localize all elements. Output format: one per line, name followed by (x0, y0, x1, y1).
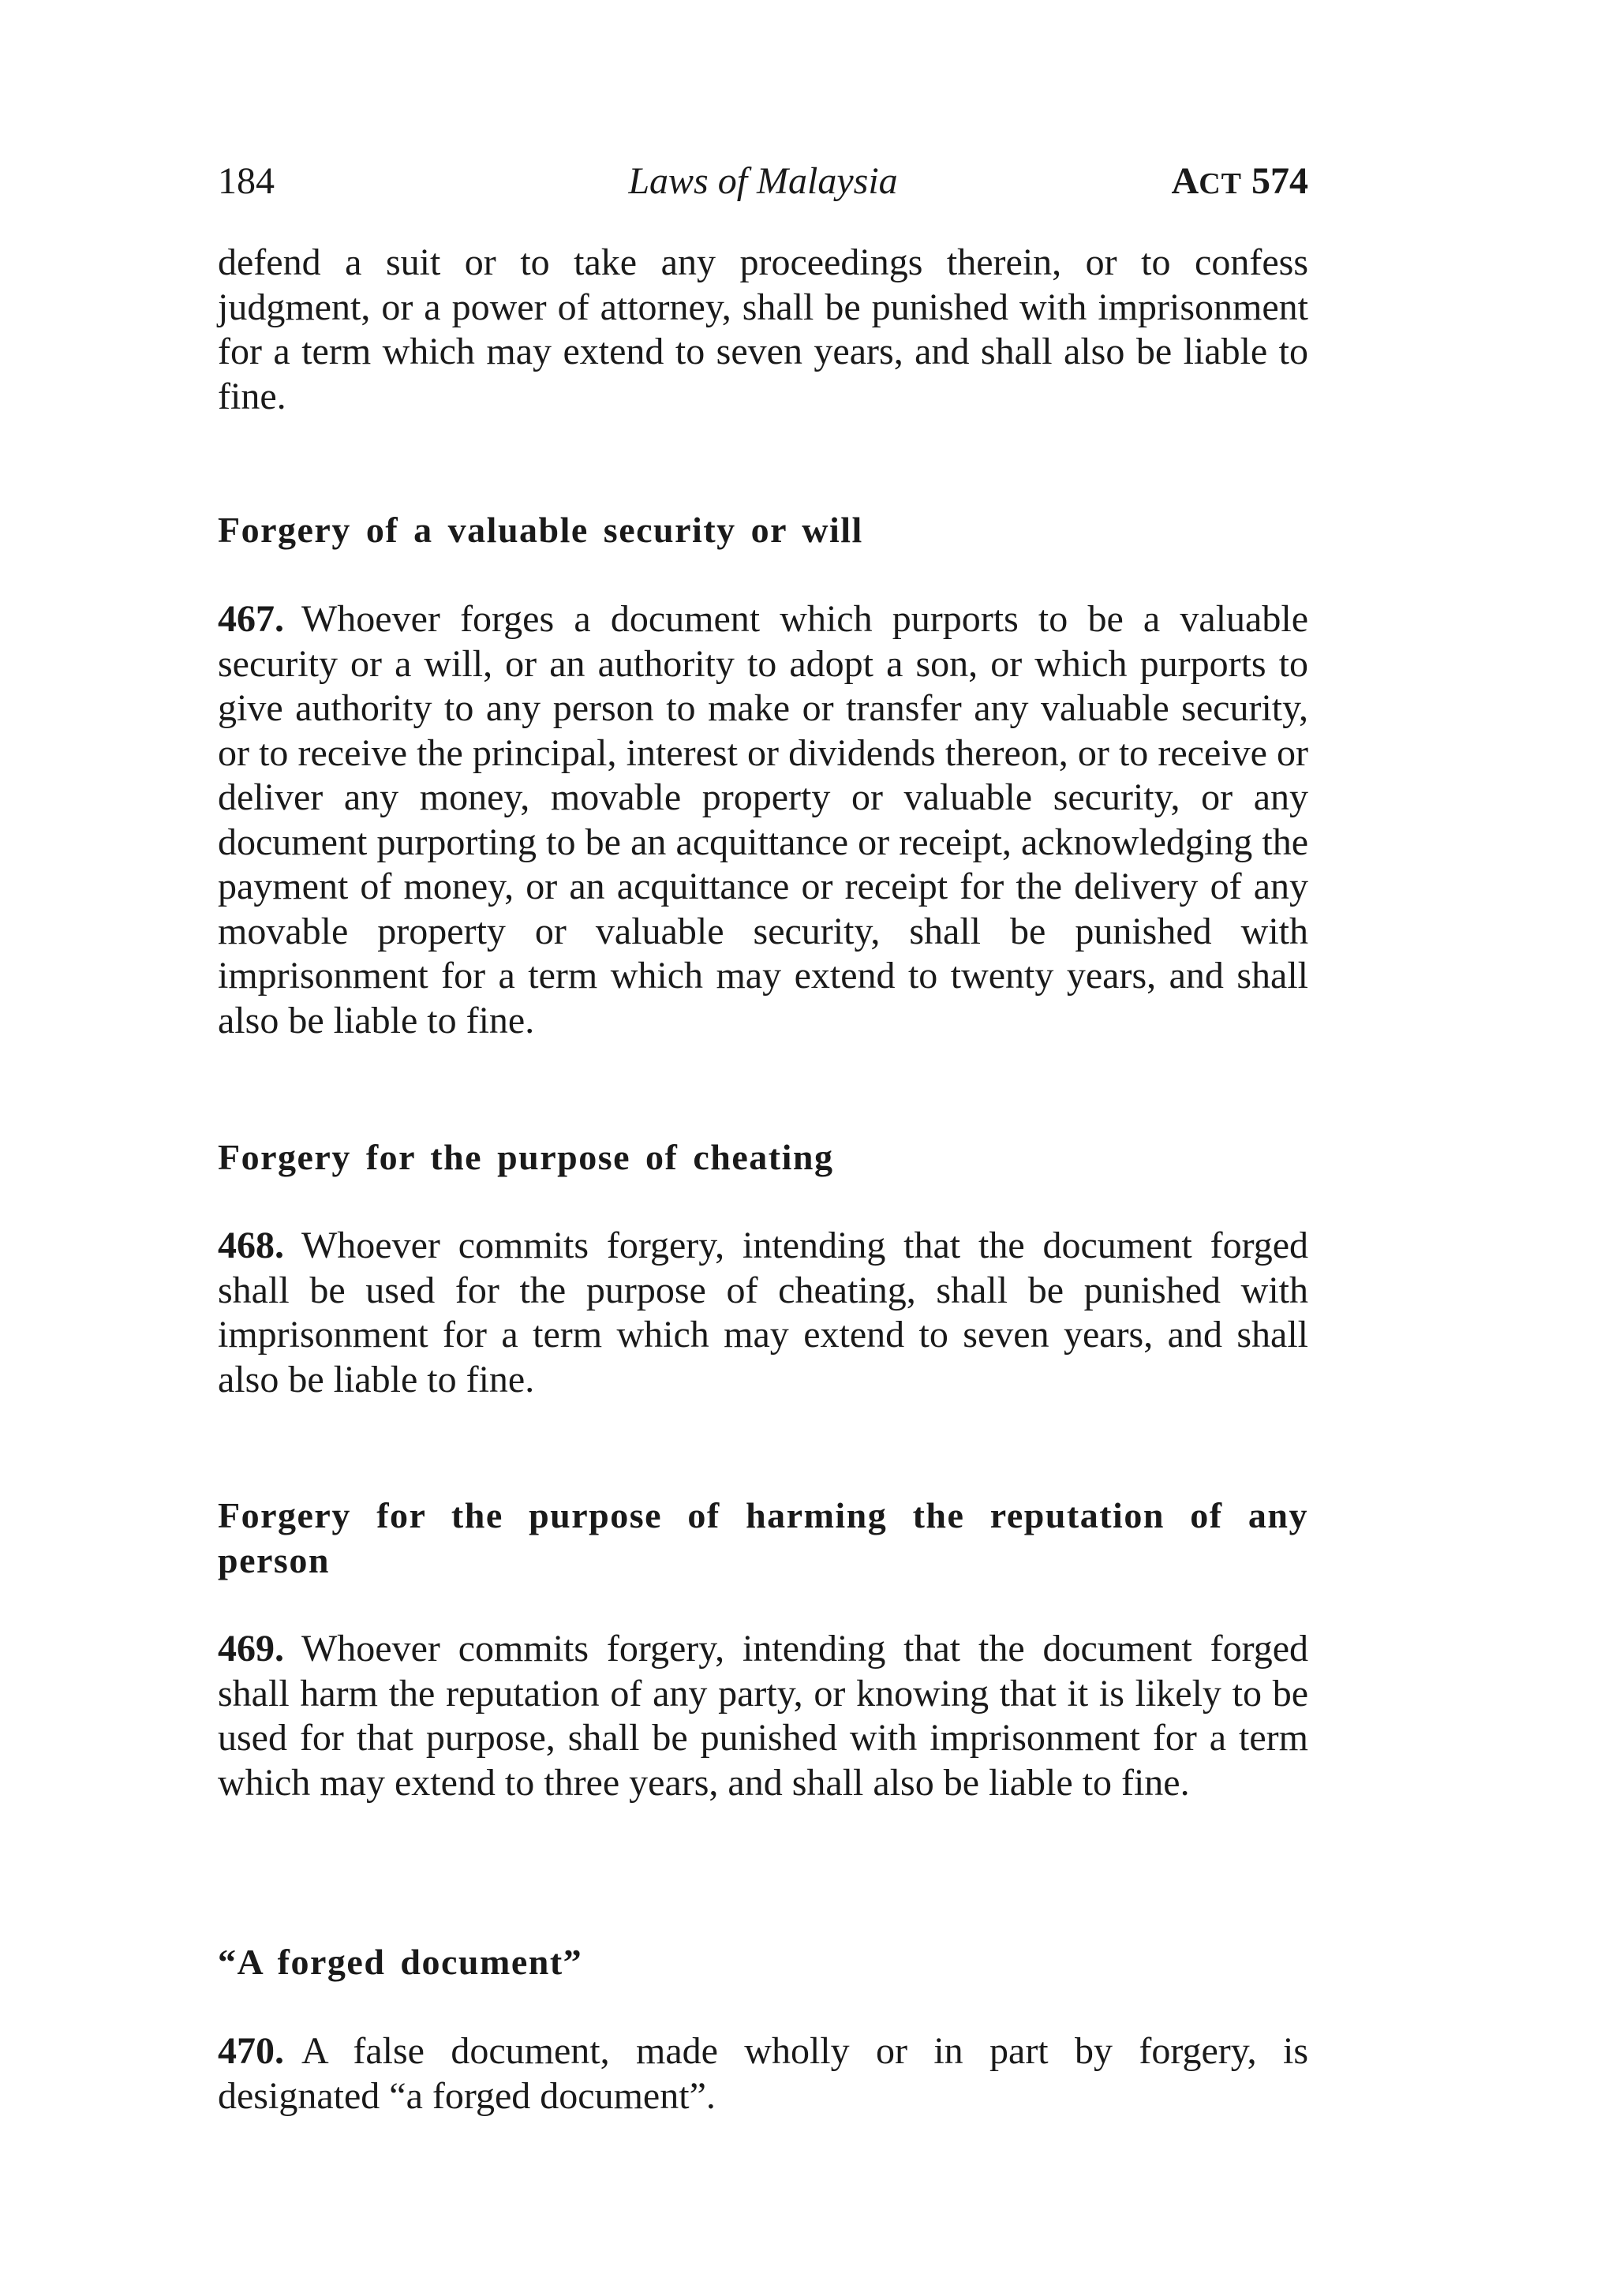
section-number: 470. (218, 2030, 284, 2072)
section-heading-470: “A forged document” (218, 1942, 583, 1982)
act-small-caps: CT (1199, 167, 1242, 200)
section-text: A false document, made wholly or in part by forgery, is designated “a forged document”. (218, 2030, 1308, 2117)
section-text: Whoever commits forgery, intending that the document forged shall be used for the purpose of cheating, shall be punished with imprisonment for a term which may extend to seven years, and shall also be liable to fine. (218, 1225, 1308, 1400)
continued-paragraph: defend a suit or to take any proceedings therein, or to confess judgment, or a power of attorney, shall be punished with imprisonment for a term which may extend to seven years, and shall also be liable to fine. (218, 241, 1308, 417)
section-468 (218, 1224, 1308, 1402)
act-prefix: A (1171, 160, 1199, 202)
section-heading-467: Forgery of a valuable security or will (218, 510, 863, 550)
section-number: 467. (218, 598, 284, 640)
section-number: 468. (218, 1225, 284, 1266)
running-header (218, 158, 1308, 205)
act-number: 574 (1242, 160, 1308, 202)
page-number: 184 (218, 160, 275, 202)
section-heading-468: Forgery for the purpose of cheating (218, 1137, 834, 1177)
act-label (1172, 158, 1308, 208)
section-470 (218, 2029, 1308, 2118)
section-heading-469: Forgery for the purpose of harming the reputation of any person (218, 1495, 1308, 1580)
book-title: Laws of Malaysia (628, 160, 898, 202)
section-text: Whoever commits forgery, intending that the document forged shall harm the reputation of any party, or knowing that it is likely to be used for that purpose, shall be punished with imprisonment for a term which may extend to three years, and shall also be liable to fine. (218, 1628, 1308, 1804)
section-467 (218, 597, 1308, 1043)
section-469 (218, 1627, 1308, 1805)
section-number: 469. (218, 1628, 284, 1670)
section-text: Whoever forges a document which purports to be a valuable security or a will, or an authority to adopt a son, or which purports to give authority to any person to make or transfer any valuable security, or to receive the principal, interest or dividends thereon, or to receive or deliver any money, movable property or valuable security, or any document purporting to be an acquittance or receipt, acknowledging the payment of money, or an acquittance or receipt for the delivery of any movable property or valuable security, shall be punished with imprisonment for a term which may extend to twenty years, and shall also be liable to fine. (218, 598, 1308, 1041)
